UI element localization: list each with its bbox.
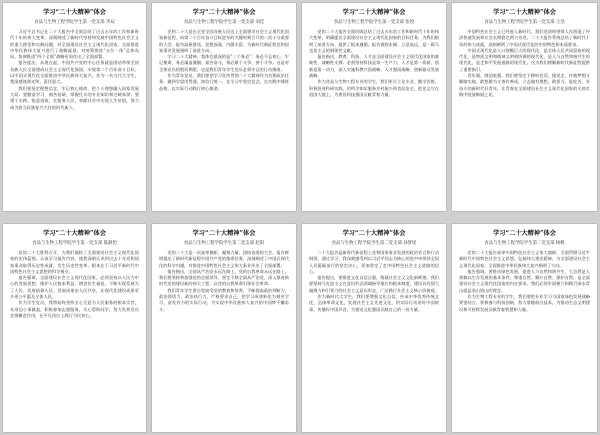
document-page-5	[3, 224, 146, 432]
page-author: 食品与生物工程学院学生第一党支部 王浩	[484, 20, 565, 25]
paragraph: 我们青年学生要自觉接受党的教育和培养，不断提高政治判断力、政治领悟力、政治执行力，严格要求自己，把学习成效转化为刻苦学习、奋发有为的实际行动，为实现中华民族伟大复兴的中国梦不懈奋斗。	[159, 287, 289, 312]
page-author: 食品与生物工程学院学生第一党支部 张悦	[333, 20, 415, 25]
document-page-6	[152, 224, 296, 432]
document-page-1	[3, 3, 146, 211]
paragraph: 作为青年党员，我们要把学习宣传贯彻二十大精神作为首要政治任务，做到学思用贯通、知信行统一，在学习中坚定信念，在实践中锤炼品格，以实际行动践行初心使命。	[159, 73, 289, 91]
page-author: 食品与生物工程学院学生第一党支部 李辰	[34, 20, 115, 25]
paragraph: 我们要坚定理想信念，牢记初心使命，把个人理想融入国家发展大局；要勤奋学习、刻苦钻研，掌握扎实的专业知识和过硬本领；要勇于实践、锐意进取，在服务人民、奉献社会中实现人生价值，努力成为担当民族复兴大任的时代新人。	[10, 85, 139, 110]
page-title: 学习“二十大精神”体会	[43, 230, 106, 237]
paragraph: 作为新时代大学生，我们要增强文化自信，传承中华优秀传统文化，弘扬革命文化，发展社会主义先进文化，用实际行动讲好中国故事，传播好中国声音，为建设文化强国贡献自己的一份力量。	[309, 294, 439, 312]
document-page-3	[302, 3, 446, 211]
paragraph: 报告强调，要推动绿色发展，促进人与自然和谐共生。大自然是人类赖以生存发展的基本条件，尊重自然、顺应自然、保护自然，是全面建设社会主义现代化国家的内在要求。我们必须牢固树立和践行绿水青山就是金山银山的理念。	[459, 268, 590, 293]
page-title: 学习“二十大精神”体会	[192, 230, 256, 237]
paragraph: 党的二十大是一次高举旗帜、凝聚力量、团结奋进的大会。报告鲜明提出了新时代新征程中国共产党的使命任务，深刻阐述了中国式现代化的科学内涵，对推进中国特色社会主义伟大事业作出了全面部署。	[159, 250, 289, 268]
page-author: 食品与生物工程学院学生第二党支部 赵阳	[183, 241, 265, 246]
paragraph: 中国式现代化是人口规模巨大的现代化，是全体人民共同富裕的现代化，是物质文明和精神文明相协调的现代化，是人与自然和谐共生的现代化，是走和平发展道路的现代化。这为我们理解新时代新征程提供了重要指引。	[459, 47, 590, 72]
page-title: 学习“二十大精神”体会	[192, 9, 256, 16]
paragraph: 报告指出，全面从严治党永远在路上，党的自我革命永远在路上。我们要坚持和加强党的全面领导，坚定不移全面从严治党，深入推进新时代党的建设新的伟大工程，以党的自我革命引领社会革命。	[159, 268, 289, 287]
page-title: 学习“二十大精神”体会	[342, 9, 406, 16]
paragraph: 青年强，则国家强。我们要坚定不移听党话、跟党走，怀抱梦想又脚踏实地，敢想敢为又善作善成，立志做有理想、敢担当、能吃苦、肯奋斗的新时代好青年，让青春在全面建设社会主义现代化国家的火热实践中绽放绚丽之花。	[459, 73, 590, 97]
paragraph: 作为学生党员，我将始终坚持全心全意为人民服务的根本宗旨，从身边小事做起，积极参加志愿服务，关心帮助同学，努力发挥党员先锋模范作用，在平凡岗位上践行为民初心。	[10, 300, 139, 318]
document-page-7	[302, 224, 446, 432]
paragraph: 作为食品与生物工程专业的学生，我们更应立足专业，勤学苦练，积极投身科研实践，用所学知识服务乡村振兴和食品安全，把论文写在祖国大地上，为建设科技强国贡献青春力量。	[309, 79, 439, 97]
paragraph: 党的二十大报告全面回顾总结了过去五年的工作和新时代十年的伟大变革，明确提出全面建设社会主义现代化国家的目标任务，为我们指明了前进方向、提供了根本遵循。报告视野宏阔、立意高远，是一篇马克思主义的纲领性文献。	[309, 29, 439, 53]
paragraph: 学习二十大精神，我体会最深的是“三个务必”：务必不忘初心、牢记使命，务必谦虚谨慎、艰苦奋斗，务必敢于斗争、善于斗争。这是对全体党员的殷切期望，也是我们青年学生党员必须牢记的行动指南。	[159, 54, 289, 72]
page-title: 学习“二十大精神”体会	[493, 9, 556, 16]
paragraph: 作为生物工程专业的学生，我们要把专业学习与国家绿色发展战略紧密结合，积极参与科技创新，努力掌握前沿技术，为推动生态文明建设和可持续发展贡献青春智慧和力量。	[459, 294, 590, 312]
paragraph: 党的二十大是在全党全国各族人民迈上全面建设社会主义现代化国家新征程、向第二个百年奋斗目标进军的关键时刻召开的一次十分重要的大会。报告高屋建瓴、思想深邃、内涵丰富，为新时代新征程党和国家事业发展指明了前进方向。	[159, 29, 289, 53]
page-author: 食品与生物工程学院学生第一党支部 陈静怡	[32, 241, 117, 246]
document-page-2	[152, 3, 296, 211]
paragraph: 报告提出，要推进文化自信自强，铸就社会主义文化新辉煌。我们要坚持马克思主义在意识形态领域指导地位的根本制度，建设具有强大凝聚力和引领力的社会主义意识形态，广泛践行社会主义核心价值观。	[309, 275, 439, 293]
paragraph: 报告强调，全面建设社会主义现代化国家，必须坚持以人民为中心的发展思想，维护人民根本利益，增进民生福祉，不断实现发展为了人民、发展依靠人民、发展成果由人民共享，让现代化建设成果更多更公平惠及全体人民。	[10, 275, 139, 300]
page-title: 学习“二十大精神”体会	[493, 230, 556, 237]
page-title: 学习“二十大精神”体会	[43, 9, 106, 16]
document-page-4	[452, 3, 597, 211]
paragraph: 报告指出，教育、科技、人才是全面建设社会主义现代化国家的基础性、战略性支撑。必须坚持科技是第一生产力、人才是第一资源、创新是第一动力，深入实施科教兴国战略、人才强国战略、创新驱动发展战略。	[309, 54, 439, 79]
paragraph: 中国特色社会主义已经进入新时代，我们党团结带领人民创造了经济快速发展和社会长期稳定两大奇迹。二十大报告系统总结了新时代十年的伟大成就，深刻阐明了中国式现代化的中国特色和本质要求。	[459, 29, 590, 47]
page-author: 食品与生物工程学院学生第二党支部 杨帆	[484, 241, 565, 246]
paragraph: 报告提出，从现在起，中国共产党的中心任务就是团结带领全国各族人民全面建成社会主义现代化强国、实现第二个百年奋斗目标，以中国式现代化全面推进中华民族伟大复兴。作为一名当代大学生，我深感使命光荣、责任重大。	[10, 60, 139, 85]
page-author: 食品与生物工程学院学生第二党支部 孙梦瑶	[331, 241, 417, 246]
paragraph: 党的二十大胜利召开，为我们描绘了全面建设社会主义现代化国家的宏伟蓝图。认真学习报告内容，使我深刻认识到过去十年党和国家事业取得历史性成就、发生历史性变革，根本在于习近平新时代中国特色社会主义思想的科学指引。	[10, 250, 139, 274]
page-title: 学习“二十大精神”体会	[342, 230, 406, 237]
paragraph: 党的二十大报告高举中国特色社会主义伟大旗帜，全面贯彻习近平新时代中国特色社会主义思想，弘扬伟大建党精神，为全面建设社会主义现代化国家、全面推进中华民族伟大复兴指明了方向。	[459, 250, 590, 268]
page-author: 食品与生物工程学院学生第一党支部 刘佳	[183, 20, 265, 25]
paragraph: 二十大报告是新时代新征程上党和国家事业发展的政治宣言和行动纲领。通过学习，我深刻感受到以习近平同志为核心的党中央带领全国人民砥砺前行的坚定决心，更加坚定了走中国特色社会主义道路的信心。	[309, 250, 439, 274]
paragraph: 习近平总书记在二十大报告中全面总结了过去五年的工作和新时代十年的伟大变革，深刻阐述了新时代坚持和发展中国特色社会主义的重大理论和实践问题，对全面建设社会主义现代化国家、全面推进中华民族伟大复兴进行了战略谋划，对统筹推进“五位一体”总体布局、协调推进“四个全面”战略布局作出了全面部署。	[10, 29, 139, 60]
document-page-8	[452, 224, 597, 432]
